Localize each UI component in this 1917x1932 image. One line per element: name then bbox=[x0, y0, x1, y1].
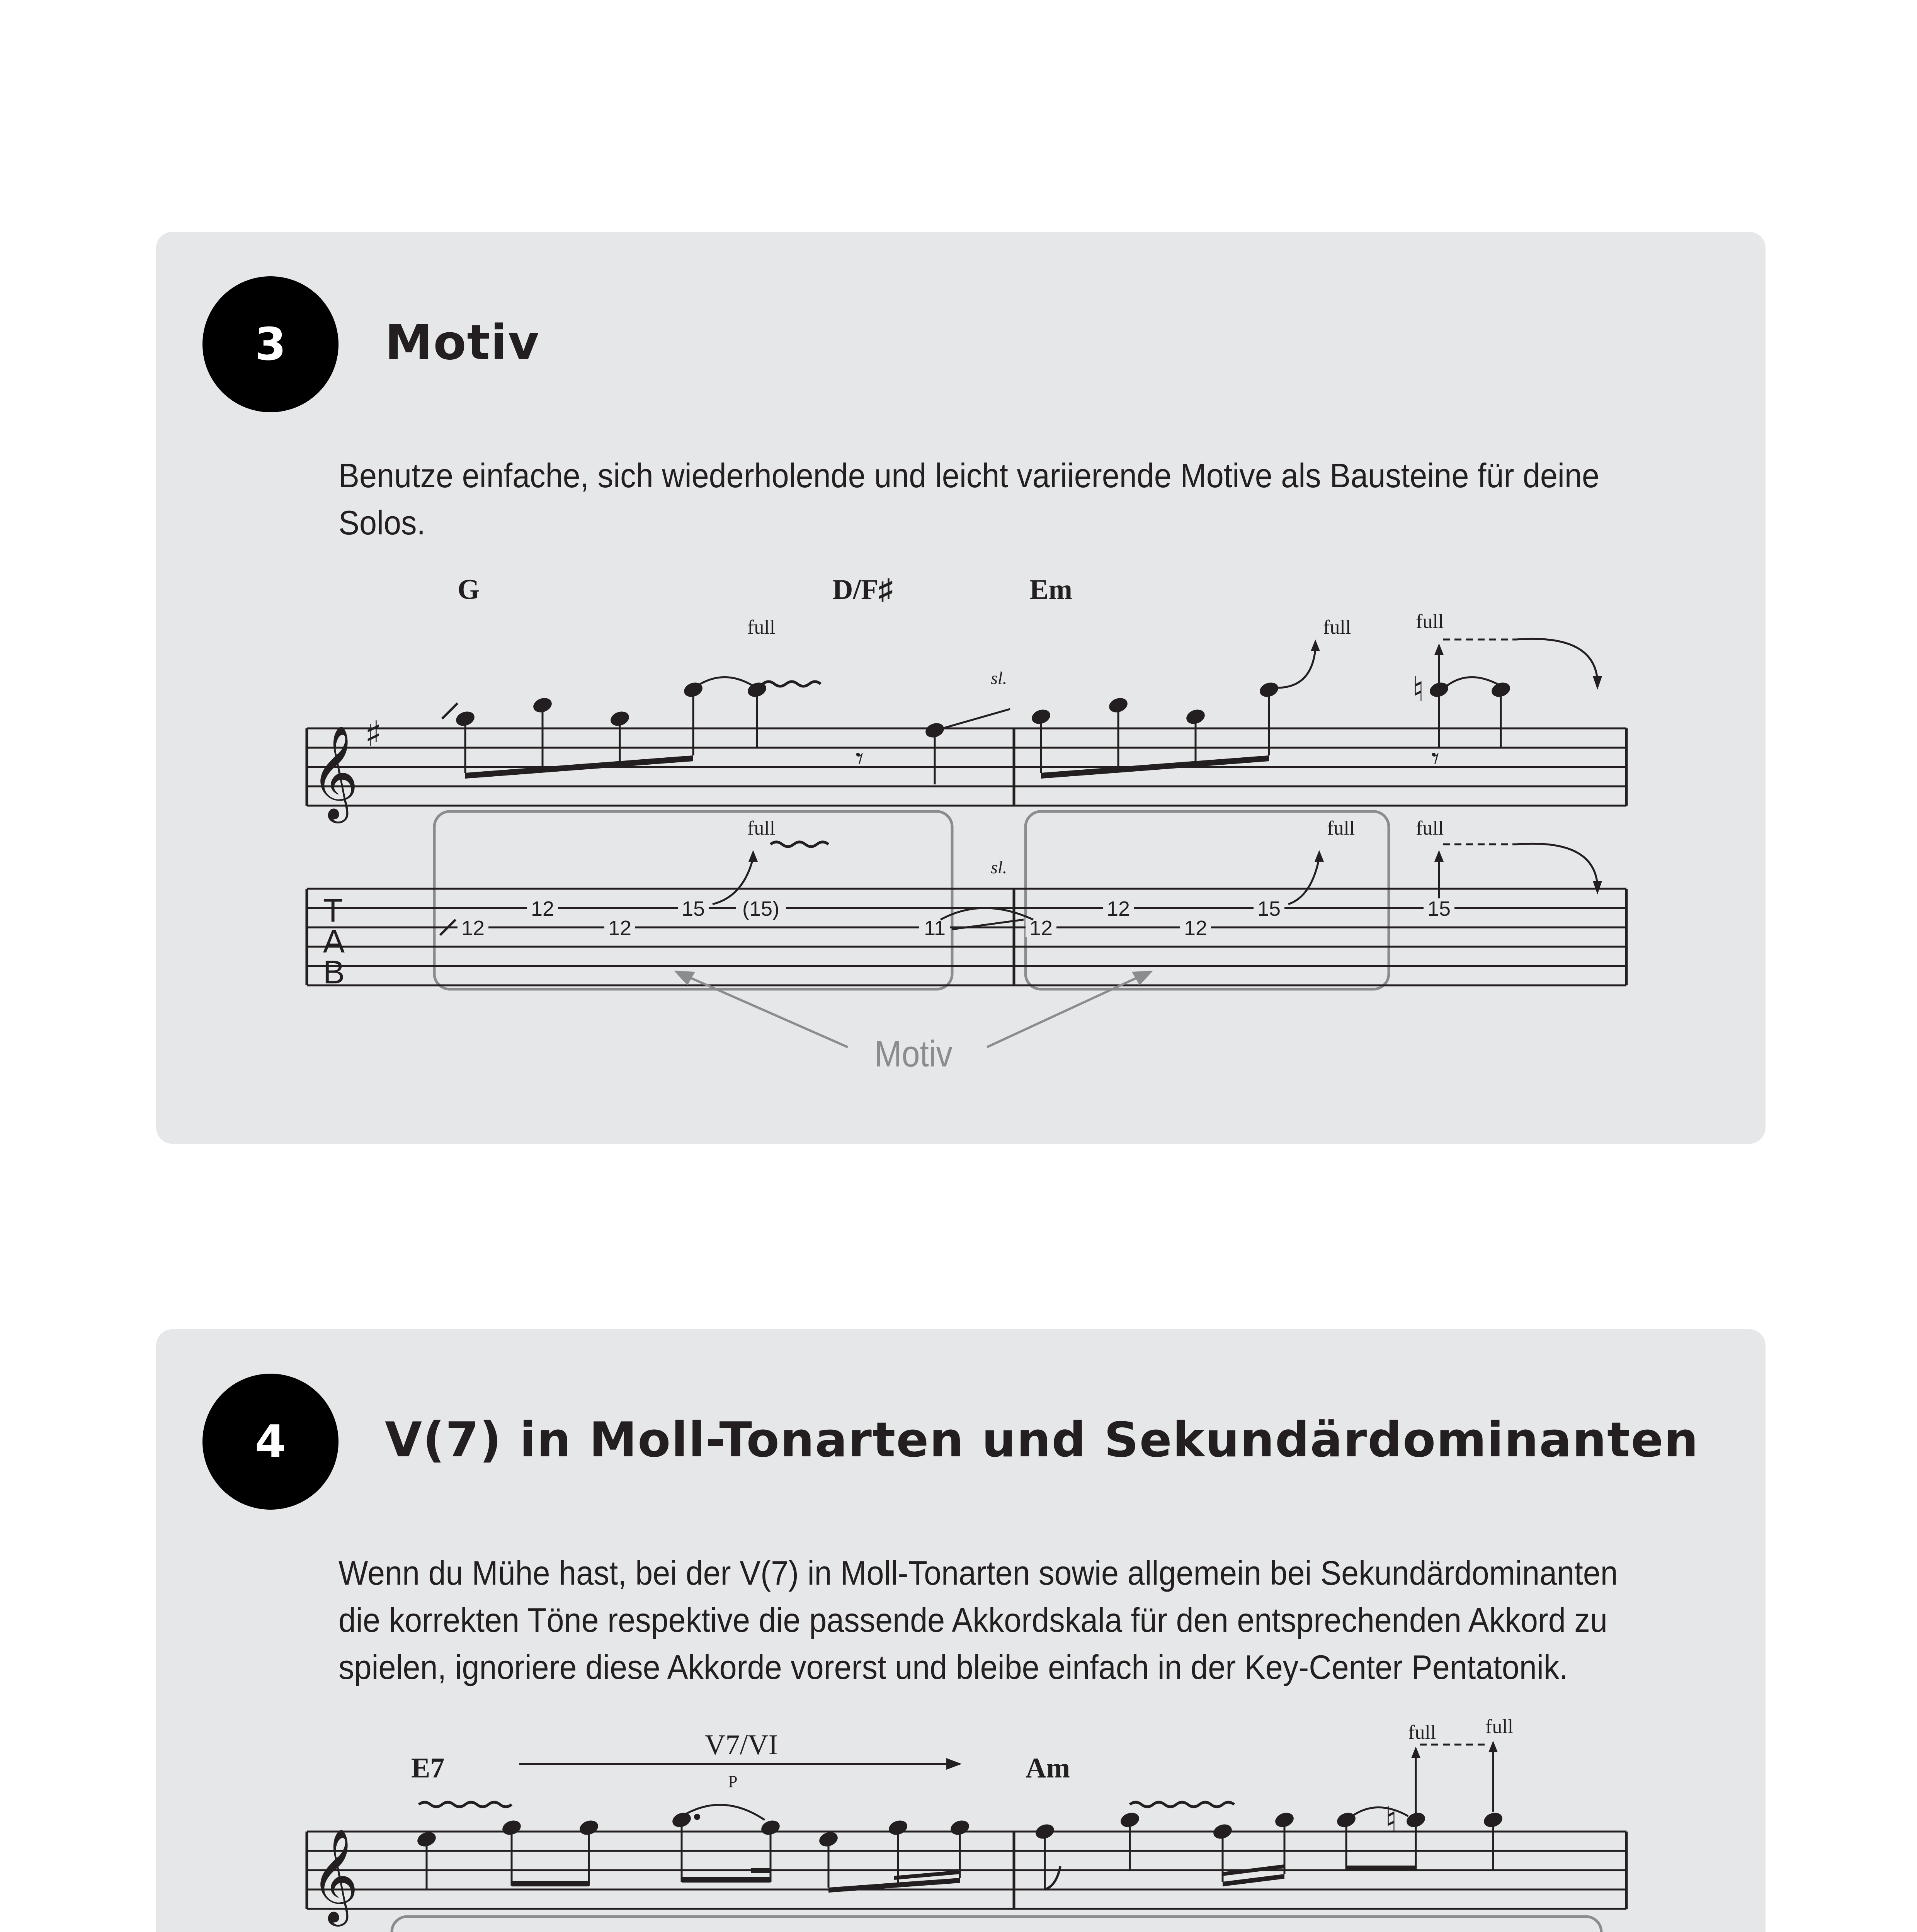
svg-text:(15): (15) bbox=[742, 897, 780, 920]
svg-text:♮: ♮ bbox=[1385, 1799, 1398, 1840]
bend-label: full bbox=[1416, 611, 1444, 633]
function-label: V7/VI bbox=[705, 1729, 778, 1761]
chord-symbol: E7 bbox=[411, 1752, 445, 1784]
slide-label: sl. bbox=[991, 857, 1007, 877]
svg-text:12: 12 bbox=[1184, 917, 1208, 940]
bend-label: full bbox=[747, 817, 776, 839]
bend-label: full bbox=[1323, 616, 1351, 638]
notes-measure-2 bbox=[1034, 1741, 1504, 1889]
bend-label: full bbox=[1408, 1721, 1436, 1743]
notes-measure-1 bbox=[416, 1802, 971, 1893]
svg-text:𝄾: 𝄾 bbox=[1431, 740, 1440, 776]
notes-measure-1 bbox=[442, 677, 1010, 785]
music-notation-example-3 bbox=[156, 232, 1766, 1144]
chord-symbol: Em bbox=[1029, 574, 1072, 605]
staff bbox=[307, 1832, 1626, 1909]
tip-section-secondary-dominants bbox=[156, 1329, 1766, 1932]
bend-label: full bbox=[1485, 1716, 1514, 1738]
music-notation-example-4 bbox=[156, 1329, 1766, 1932]
notes-measure-2 bbox=[1030, 639, 1602, 779]
section-number: 3 bbox=[255, 318, 286, 371]
section-title: Motiv bbox=[385, 315, 540, 371]
section-body-text: Benutze einfache, sich wiederholende und leicht variierende Motive als Bausteine für deine Solos. bbox=[338, 456, 1599, 542]
pentatonic-highlight-box bbox=[392, 1917, 1601, 1932]
bend-label: full bbox=[1416, 817, 1444, 839]
svg-text:♮: ♮ bbox=[1412, 669, 1425, 710]
svg-text:15: 15 bbox=[681, 897, 705, 920]
bend-label: full bbox=[1327, 817, 1355, 839]
chord-symbol: Am bbox=[1026, 1752, 1070, 1784]
svg-text:𝄾: 𝄾 bbox=[856, 740, 864, 776]
bend-label: full bbox=[747, 616, 776, 638]
svg-text:15: 15 bbox=[1427, 897, 1451, 920]
section-title: V(7) in Moll-Tonarten und Sekundärdominanten bbox=[385, 1412, 1699, 1468]
svg-text:12: 12 bbox=[608, 917, 632, 940]
treble-clef-icon: 𝄞 bbox=[311, 1828, 359, 1922]
svg-text:12: 12 bbox=[461, 917, 485, 940]
tab-numbers bbox=[458, 897, 1454, 940]
slide-label: sl. bbox=[991, 668, 1007, 688]
treble-clef-icon: 𝄞 bbox=[311, 724, 359, 819]
svg-text:T: T bbox=[323, 892, 343, 929]
chord-symbol: G bbox=[458, 574, 480, 605]
svg-text:12: 12 bbox=[531, 897, 555, 920]
svg-text:12: 12 bbox=[1106, 897, 1130, 920]
staff bbox=[307, 728, 1626, 806]
sharp-icon: ♯ bbox=[365, 714, 382, 754]
annotation-label: Motiv bbox=[874, 1033, 953, 1075]
pull-off-label: P bbox=[728, 1772, 738, 1791]
section-number: 4 bbox=[255, 1415, 286, 1468]
svg-text:A: A bbox=[323, 923, 345, 959]
tab-clef bbox=[323, 892, 345, 990]
svg-text:B: B bbox=[323, 954, 345, 990]
svg-text:11: 11 bbox=[924, 917, 946, 940]
tip-section-motiv bbox=[156, 232, 1766, 1144]
chord-symbol: D/F♯ bbox=[832, 574, 893, 605]
section-body-text: Wenn du Mühe hast, bei der V(7) in Moll-Tonarten sowie allgemein bei Sekundärdominanten die korrekten Töne respektive die passende Akkordskala für den entsprechenden Akkord zu spielen, ignoriere diese Akkorde vorerst und bleibe einfach in der Key-Center Pentatonik. bbox=[338, 1554, 1618, 1686]
svg-text:12: 12 bbox=[1029, 917, 1053, 940]
svg-text:15: 15 bbox=[1257, 897, 1281, 920]
